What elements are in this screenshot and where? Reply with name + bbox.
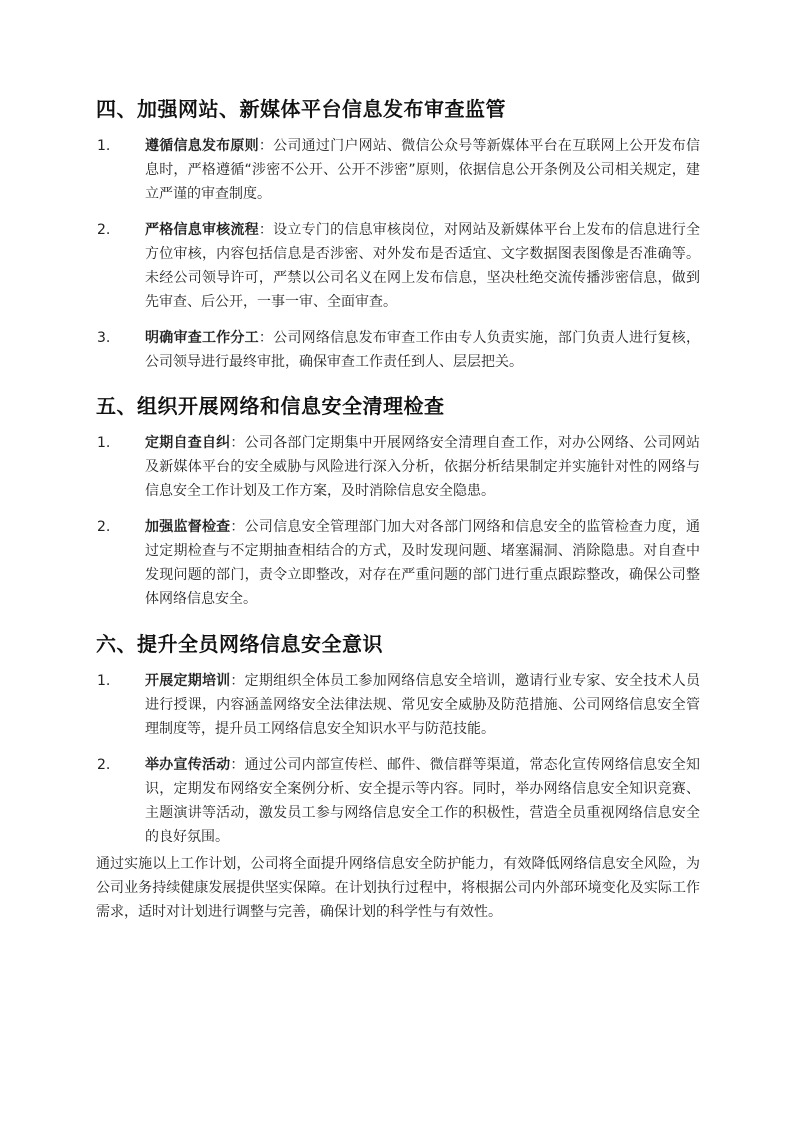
list-item: [96, 669, 700, 741]
item-term: 定期自查自纠: [145, 435, 231, 451]
list-item: [96, 515, 700, 611]
section-4: [96, 95, 700, 374]
item-number: 2.: [97, 222, 111, 238]
section-6-heading: 六、提升全员网络信息安全意识: [96, 632, 383, 656]
list-item: [96, 431, 700, 503]
item-text: ：公司各部门定期集中开展网络安全清理自查工作，对办公网络、公司网站及新媒体平台的安全威胁与风险进行深入分析，依据分析结果制定并实施针对性的网络与信息安全工作计划及工作方案，及时消除信息安全隐患。: [145, 435, 700, 499]
item-text: ：公司网络信息发布审查工作由专人负责实施，部门负责人进行复核，公司领导进行最终审批，确保审查工作责任到人、层层把关。: [145, 330, 701, 370]
item-number: 1.: [97, 435, 111, 451]
section-4-heading: 四、加强网站、新媒体平台信息发布审查监管: [96, 97, 506, 121]
item-text: ：设立专门的信息审核岗位，对网站及新媒体平台上发布的信息进行全方位审核，内容包括信息是否涉密、对外发布是否适宜、文字数据图表图像是否准确等。未经公司领导许可，严禁以公司名义在网上发布信息，坚决杜绝交流传播涉密信息，做到先审查、后公开，一事一审、全面审查。: [145, 222, 701, 310]
item-term: 明确审查工作分工: [145, 330, 259, 346]
list-item: [96, 753, 700, 849]
item-term: 遵循信息发布原则: [145, 138, 259, 154]
item-number: 1.: [97, 138, 111, 154]
item-term: 开展定期培训: [145, 673, 231, 689]
item-text: ：公司信息安全管理部门加大对各部门网络和信息安全的监管检查力度，通过定期检查与不定期抽查相结合的方式，及时发现问题、堵塞漏洞、消除隐患。对自查中发现问题的部门，责令立即整改，对存在严重问题的部门进行重点跟踪整改，确保公司整体网络信息安全。: [145, 519, 700, 607]
list-item: [96, 326, 700, 374]
section-5: [96, 392, 700, 611]
item-text: ：公司通过门户网站、微信公众号等新媒体平台在互联网上公开发布信息时，严格遵循“涉密不公开、公开不涉密”原则，依据信息公开条例及公司相关规定，建立严谨的审查制度。: [145, 138, 701, 202]
item-number: 2.: [97, 757, 111, 773]
list-item: [96, 134, 700, 206]
section-6: [96, 630, 700, 849]
item-number: 1.: [97, 673, 111, 689]
item-text: ：定期组织全体员工参加网络信息安全培训，邀请行业专家、安全技术人员进行授课，内容涵盖网络安全法律法规、常见安全威胁及防范措施、公司网络信息安全管理制度等，提升员工网络信息安全知识水平与防范技能。: [145, 673, 700, 737]
closing-paragraph: 通过实施以上工作计划，公司将全面提升网络信息安全防护能力，有效降低网络信息安全风险，为公司业务持续健康发展提供坚实保障。在计划执行过程中，将根据公司内外部环境变化及实际工作需求，适时对计划进行调整与完善，确保计划的科学性与有效性。: [96, 856, 700, 920]
section-5-heading: 五、组织开展网络和信息安全清理检查: [96, 394, 445, 418]
item-term: 举办宣传活动: [145, 757, 231, 773]
list-item: [96, 218, 700, 314]
item-text: ：通过公司内部宣传栏、邮件、微信群等渠道，常态化宣传网络信息安全知识，定期发布网络安全案例分析、安全提示等内容。同时，举办网络信息安全知识竞赛、主题演讲等活动，激发员工参与网络信息安全工作的积极性，营造全员重视网络信息安全的良好氛围。: [145, 757, 700, 845]
item-number: 2.: [97, 519, 111, 535]
item-number: 3.: [97, 330, 111, 346]
item-term: 严格信息审核流程: [145, 222, 259, 238]
item-term: 加强监督检查: [145, 519, 231, 535]
